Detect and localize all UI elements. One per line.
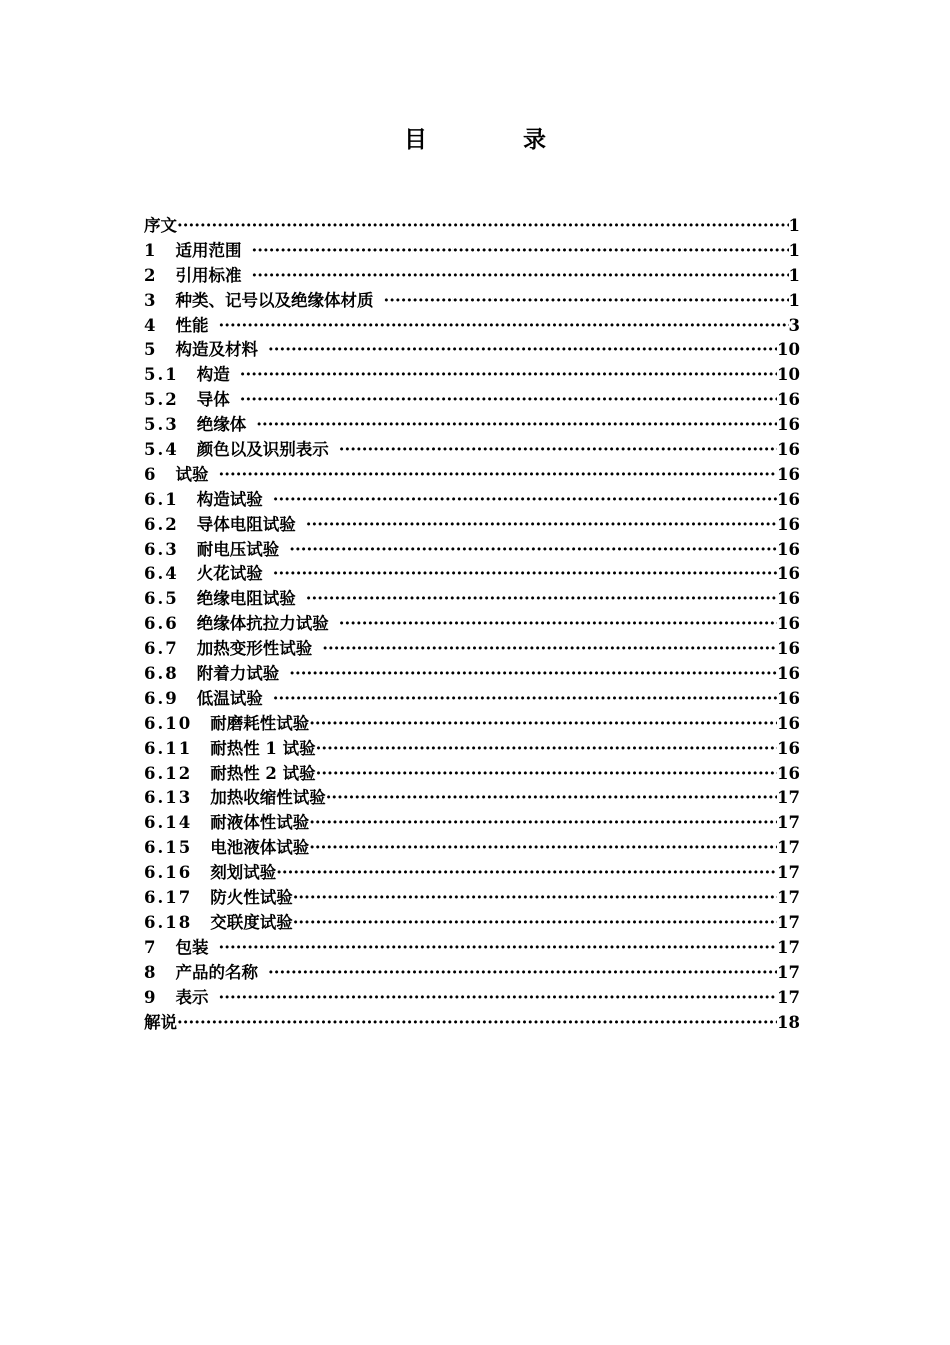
toc-entry-label: 颜色以及识别表示 [196, 440, 329, 460]
toc-entry-number: 6.5 [144, 589, 179, 609]
toc-dot-leader [177, 214, 789, 239]
toc-entry-label: 耐电压试验 [196, 539, 280, 559]
toc-entry[interactable] [144, 1011, 800, 1036]
toc-entry-label: 防火性试验 [210, 888, 293, 908]
toc-entry-page: 16 [777, 738, 800, 758]
toc-entry-number: 6.10 [144, 713, 193, 733]
table-of-contents [144, 214, 800, 1035]
toc-entry-label: 绝缘电阻试验 [196, 589, 296, 609]
toc-entry[interactable] [144, 562, 800, 587]
toc-entry-number: 5 [144, 340, 158, 360]
toc-entry-number: 6.16 [144, 863, 193, 883]
toc-entry-page: 17 [777, 813, 800, 833]
toc-dot-leader [240, 363, 777, 388]
toc-entry-number: 1 [144, 240, 158, 260]
toc-entry-number: 9 [144, 987, 158, 1007]
toc-entry-label: 导体 [196, 390, 230, 410]
toc-entry[interactable] [144, 811, 800, 836]
toc-dot-leader [309, 712, 777, 737]
toc-entry-label: 试验 [175, 464, 209, 484]
toc-entry-number: 6.9 [144, 688, 179, 708]
toc-dot-leader [293, 911, 777, 936]
toc-entry-page: 18 [777, 1012, 800, 1032]
toc-dot-leader [326, 786, 777, 811]
toc-entry[interactable] [144, 413, 800, 438]
toc-entry-number: 6.13 [144, 788, 193, 808]
toc-dot-leader [383, 289, 788, 314]
toc-entry-page: 17 [777, 888, 800, 908]
toc-entry[interactable] [144, 289, 800, 314]
toc-entry-page: 16 [777, 390, 800, 410]
toc-entry[interactable] [144, 861, 800, 886]
toc-entry[interactable] [144, 836, 800, 861]
toc-entry[interactable] [144, 463, 800, 488]
toc-dot-leader [306, 513, 777, 538]
toc-entry-label: 序文 [144, 216, 177, 235]
toc-entry[interactable] [144, 338, 800, 363]
toc-entry-label: 耐热性 2 试验 [210, 763, 316, 783]
toc-entry-label: 构造及材料 [175, 340, 258, 360]
toc-entry-label: 绝缘体抗拉力试验 [196, 614, 329, 634]
toc-entry-page: 17 [777, 788, 800, 808]
toc-entry-number: 6.17 [144, 888, 193, 908]
toc-entry-page: 10 [777, 365, 800, 385]
toc-dot-leader [273, 687, 777, 712]
toc-entry-number: 6.14 [144, 813, 193, 833]
toc-entry[interactable] [144, 762, 800, 787]
toc-entry-number: 6.3 [144, 539, 179, 559]
toc-entry-label: 火花试验 [196, 564, 263, 584]
toc-entry[interactable] [144, 314, 800, 339]
toc-entry[interactable] [144, 936, 800, 961]
toc-dot-leader [218, 463, 777, 488]
toc-entry-page: 16 [777, 688, 800, 708]
toc-entry-number: 5.4 [144, 440, 179, 460]
toc-entry-label: 适用范围 [175, 240, 242, 260]
toc-entry[interactable] [144, 388, 800, 413]
toc-dot-leader [339, 438, 777, 463]
toc-entry-page: 16 [777, 664, 800, 684]
toc-entry-page: 16 [777, 763, 800, 783]
toc-entry-number: 3 [144, 290, 158, 310]
toc-entry[interactable] [144, 214, 800, 239]
toc-entry-label: 种类、记号以及绝缘体材质 [175, 290, 374, 310]
toc-entry-label: 电池液体试验 [210, 838, 310, 858]
toc-entry[interactable] [144, 587, 800, 612]
toc-entry-page: 17 [777, 863, 800, 883]
toc-entry[interactable] [144, 612, 800, 637]
toc-entry-page: 17 [777, 912, 800, 932]
toc-dot-leader [306, 587, 777, 612]
toc-entry-page: 16 [777, 614, 800, 634]
toc-entry-page: 17 [777, 838, 800, 858]
toc-dot-leader [289, 662, 777, 687]
toc-entry-number: 5.2 [144, 390, 179, 410]
toc-entry-number: 5.1 [144, 365, 179, 385]
toc-entry[interactable] [144, 961, 800, 986]
toc-entry-label: 包装 [175, 937, 209, 957]
toc-entry[interactable] [144, 786, 800, 811]
toc-entry-number: 6.7 [144, 639, 179, 659]
toc-entry-page: 1 [788, 265, 800, 285]
toc-entry-label: 绝缘体 [196, 415, 247, 435]
toc-entry[interactable] [144, 737, 800, 762]
toc-entry[interactable] [144, 363, 800, 388]
page-title: 目 录 [403, 126, 590, 153]
toc-entry-label: 解说 [144, 1012, 177, 1032]
toc-dot-leader [322, 637, 777, 662]
toc-entry-label: 低温试验 [196, 688, 263, 708]
toc-entry-label: 导体电阻试验 [196, 514, 296, 534]
toc-entry[interactable] [144, 538, 800, 563]
toc-dot-leader [240, 388, 777, 413]
toc-entry-page: 17 [777, 937, 800, 957]
toc-entry-page: 1 [788, 216, 800, 235]
toc-entry-label: 加热收缩性试验 [210, 788, 326, 808]
toc-entry-page: 3 [788, 315, 800, 335]
toc-entry[interactable] [144, 687, 800, 712]
toc-entry-label: 产品的名称 [175, 962, 258, 982]
toc-entry[interactable] [144, 886, 800, 911]
toc-entry-page: 16 [777, 564, 800, 584]
toc-dot-leader [268, 338, 777, 363]
toc-entry-number: 6.4 [144, 564, 179, 584]
toc-entry-number: 6.2 [144, 514, 179, 534]
toc-entry-page: 16 [777, 639, 800, 659]
toc-dot-leader [218, 986, 777, 1011]
toc-entry-label: 表示 [175, 987, 209, 1007]
toc-entry-page: 1 [788, 290, 800, 310]
toc-entry-label: 耐热性 1 试验 [210, 738, 316, 758]
toc-entry[interactable] [144, 264, 800, 289]
toc-entry-number: 8 [144, 962, 158, 982]
toc-dot-leader [289, 538, 777, 563]
toc-entry-page: 16 [777, 514, 800, 534]
toc-entry-label: 交联度试验 [210, 912, 293, 932]
toc-entry[interactable] [144, 488, 800, 513]
toc-dot-leader [309, 811, 777, 836]
toc-entry-page: 16 [777, 539, 800, 559]
toc-entry-number: 6.11 [144, 738, 193, 758]
toc-dot-leader [177, 1011, 777, 1036]
toc-entry-page: 16 [777, 589, 800, 609]
toc-entry-number: 6.8 [144, 664, 179, 684]
toc-entry-label: 性能 [175, 315, 209, 335]
toc-dot-leader [276, 861, 777, 886]
toc-entry-page: 16 [777, 415, 800, 435]
toc-dot-leader [273, 562, 777, 587]
toc-entry-page: 16 [777, 440, 800, 460]
toc-entry[interactable] [144, 712, 800, 737]
toc-entry-label: 构造 [196, 365, 230, 385]
toc-entry-number: 2 [144, 265, 158, 285]
toc-entry-label: 引用标准 [175, 265, 242, 285]
toc-dot-leader [251, 264, 788, 289]
toc-entry-page: 1 [788, 240, 800, 260]
toc-entry[interactable] [144, 513, 800, 538]
toc-entry-page: 10 [777, 340, 800, 360]
toc-dot-leader [218, 314, 788, 339]
toc-entry-label: 耐磨耗性试验 [210, 713, 310, 733]
toc-entry-number: 6.12 [144, 763, 193, 783]
toc-dot-leader [268, 961, 777, 986]
toc-entry-label: 耐液体性试验 [210, 813, 310, 833]
toc-dot-leader [251, 239, 788, 264]
toc-entry-label: 加热变形性试验 [196, 639, 313, 659]
toc-entry-label: 刻划试验 [210, 863, 277, 883]
toc-dot-leader [273, 488, 777, 513]
toc-dot-leader [316, 762, 777, 787]
toc-entry[interactable] [144, 438, 800, 463]
toc-entry[interactable] [144, 239, 800, 264]
toc-entry-page: 17 [777, 962, 800, 982]
toc-entry[interactable] [144, 911, 800, 936]
toc-entry-page: 16 [777, 713, 800, 733]
toc-entry-number: 6.1 [144, 489, 179, 509]
toc-entry-number: 6.6 [144, 614, 179, 634]
toc-entry-page: 16 [777, 489, 800, 509]
toc-entry[interactable] [144, 637, 800, 662]
toc-entry-label: 附着力试验 [196, 664, 280, 684]
toc-entry-number: 4 [144, 315, 158, 335]
toc-entry-number: 7 [144, 937, 158, 957]
toc-dot-leader [293, 886, 777, 911]
toc-entry-number: 5.3 [144, 415, 179, 435]
toc-entry[interactable] [144, 662, 800, 687]
toc-dot-leader [316, 737, 777, 762]
toc-entry-number: 6.15 [144, 838, 193, 858]
toc-entry-number: 6 [144, 464, 158, 484]
toc-entry-page: 17 [777, 987, 800, 1007]
toc-dot-leader [256, 413, 777, 438]
toc-entry-page: 16 [777, 464, 800, 484]
toc-entry-number: 6.18 [144, 912, 193, 932]
toc-dot-leader [309, 836, 777, 861]
toc-entry-label: 构造试验 [196, 489, 263, 509]
toc-entry[interactable] [144, 986, 800, 1011]
toc-dot-leader [339, 612, 777, 637]
toc-dot-leader [218, 936, 777, 961]
